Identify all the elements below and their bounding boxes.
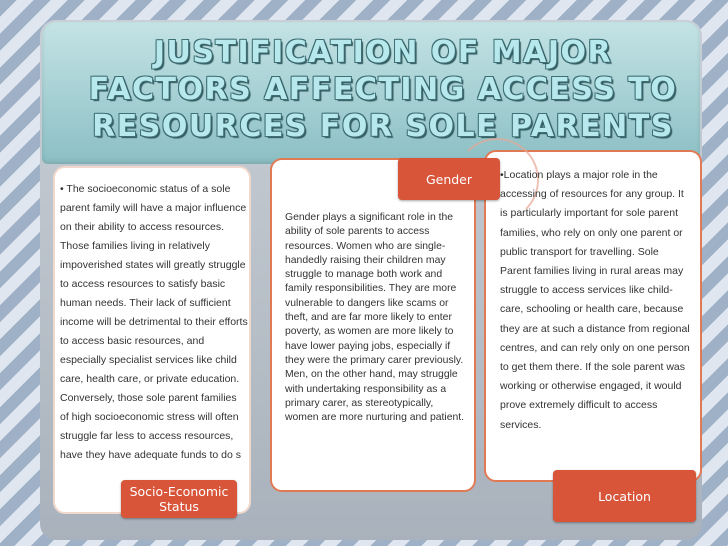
gender-tag (398, 158, 500, 200)
location-tag (553, 470, 696, 522)
gender-text: Gender plays a significant role in the ability of sole parents to access resources. Women who are single-handedly raising their children may struggle to manage both work and family responsibilities. They are more vulnerable to dangers like scams or theft, and are far more likely to enter poverty, as women are more likely to have lower paying jobs, especially if they were the primary carer previously. Men, on the other hand, may struggle with undertaking responsibility as a primary carer, as stereotypically, women are more nurturing and patient. (285, 212, 465, 424)
location-text: •Location plays a major role in the accessing of resources for any group. It is particularly important for sole parent families, who rely on only one parent or public transport for travelling. Sole Parent families living in rural areas may struggle to access services like child-care, schooling or health care, because they are at such a distance from regional centres, and can rely only on one person to get them there. If the sole parent was working or otherwise engaged, it would prove extremely difficult to access services. (500, 169, 690, 431)
socioeconomic-text: • The socioeconomic status of a sole parent family will have a major influence on their ability to access resources. Those families living in relatively impoverished states will greatly struggle to access resources to satisfy basic human needs. Their lack of sufficient income will be detrimental to their efforts to access basic resources, and especially specialist services like child care, health care, or private education. Conversely, those sole parent families of high socioeconomic stress will often struggle far less to access resources, have they have adequate funds to do s (60, 183, 248, 461)
socioeconomic-tag-label: Socio-Economic Status (129, 484, 229, 514)
socioeconomic-tag (121, 480, 237, 518)
gender-tag-label: Gender (425, 171, 473, 187)
location-tag-label: Location (598, 488, 651, 504)
slide-title: JUSTIFICATION OF MAJOR FACTORS AFFECTING ACCESS TO RESOURCES FOR SOLE PARENTS (88, 35, 678, 144)
